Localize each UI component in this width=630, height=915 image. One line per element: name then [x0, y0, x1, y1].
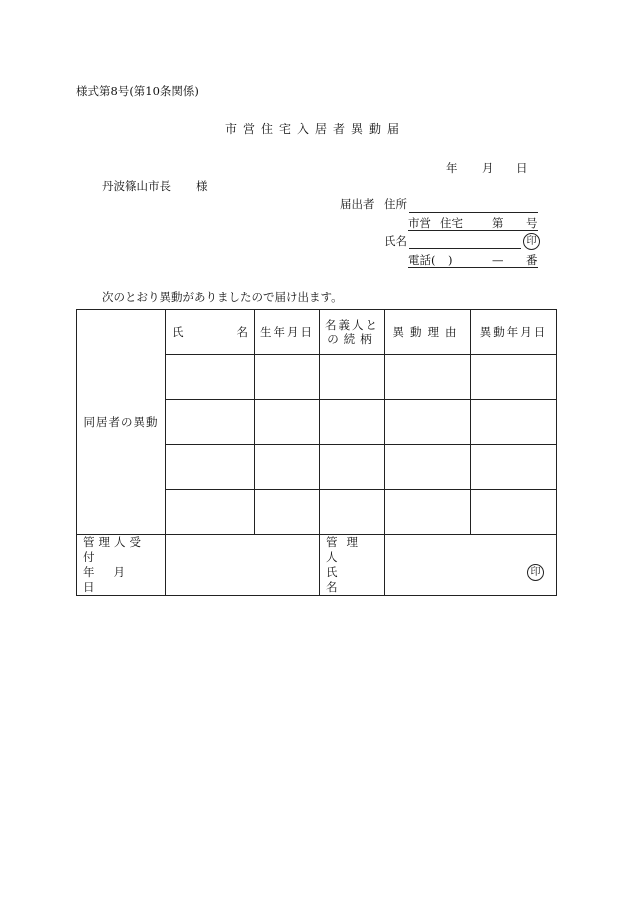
name-line[interactable] [409, 248, 521, 249]
table-cell[interactable] [385, 400, 471, 445]
intro-text: 次のとおり異動がありましたので届け出ます。 [102, 290, 343, 304]
header-name: 氏 名 [166, 310, 255, 355]
table-cell[interactable] [255, 445, 320, 490]
phone-dash: — [492, 253, 504, 267]
address-label: 住所 [384, 197, 407, 211]
date-day: 日 [516, 161, 528, 175]
housing-unit: 号 [526, 216, 538, 230]
manager-name-cell[interactable] [385, 535, 557, 596]
phone-paren: ) [448, 253, 453, 267]
date-year: 年 [446, 161, 458, 175]
table-cell[interactable] [255, 400, 320, 445]
change-table [76, 309, 557, 596]
table-cell[interactable] [255, 355, 320, 400]
manager-label-cell: 管理人 氏名 [320, 535, 385, 596]
table-cell[interactable] [320, 490, 385, 535]
table-cell[interactable] [471, 445, 557, 490]
form-number: 様式第8号(第10条関係) [76, 84, 199, 98]
phone-line[interactable] [408, 255, 538, 268]
page-title: 市営住宅入居者異動届 [224, 122, 405, 136]
housing-line[interactable] [408, 218, 538, 231]
housing-house: 住宅 [440, 216, 463, 230]
table-cell[interactable] [166, 490, 255, 535]
date-month: 月 [482, 161, 494, 175]
header-relation: 名義人と の続柄 [320, 310, 385, 355]
receipt-date-cell[interactable] [166, 535, 320, 596]
receipt-label-cell: 管理人受付 年月日 [77, 535, 166, 596]
housing-label: 市営 [408, 216, 431, 230]
table-header-row [77, 310, 557, 355]
table-cell[interactable] [166, 445, 255, 490]
address-line[interactable] [409, 212, 538, 213]
table-cell[interactable] [320, 445, 385, 490]
table-footer-row [77, 535, 557, 596]
table-cell[interactable] [471, 400, 557, 445]
applicant-label: 届出者 [340, 197, 375, 211]
name-label: 氏名 [384, 234, 407, 248]
header-reason: 異動理由 [385, 310, 471, 355]
table-cell[interactable] [166, 355, 255, 400]
table-cell[interactable] [320, 400, 385, 445]
header-birth: 生年月日 [255, 310, 320, 355]
table-cell[interactable] [385, 445, 471, 490]
addressee-name: 丹波篠山市長 [102, 179, 171, 193]
housing-number: 第 [492, 216, 504, 230]
table-cell[interactable] [385, 355, 471, 400]
table-cell[interactable] [320, 355, 385, 400]
phone-suffix: 番 [526, 253, 538, 267]
table-cell[interactable] [471, 355, 557, 400]
phone-label: 電話( [408, 253, 436, 267]
row-label-cell [77, 310, 166, 535]
table-cell[interactable] [255, 490, 320, 535]
header-date: 異動年月日 [471, 310, 557, 355]
table-cell[interactable] [166, 400, 255, 445]
seal-icon: 印 [527, 564, 544, 581]
row-label: 同居者の異動 [83, 415, 159, 429]
seal-icon: 印 [523, 233, 540, 250]
addressee-honorific: 様 [196, 179, 208, 193]
